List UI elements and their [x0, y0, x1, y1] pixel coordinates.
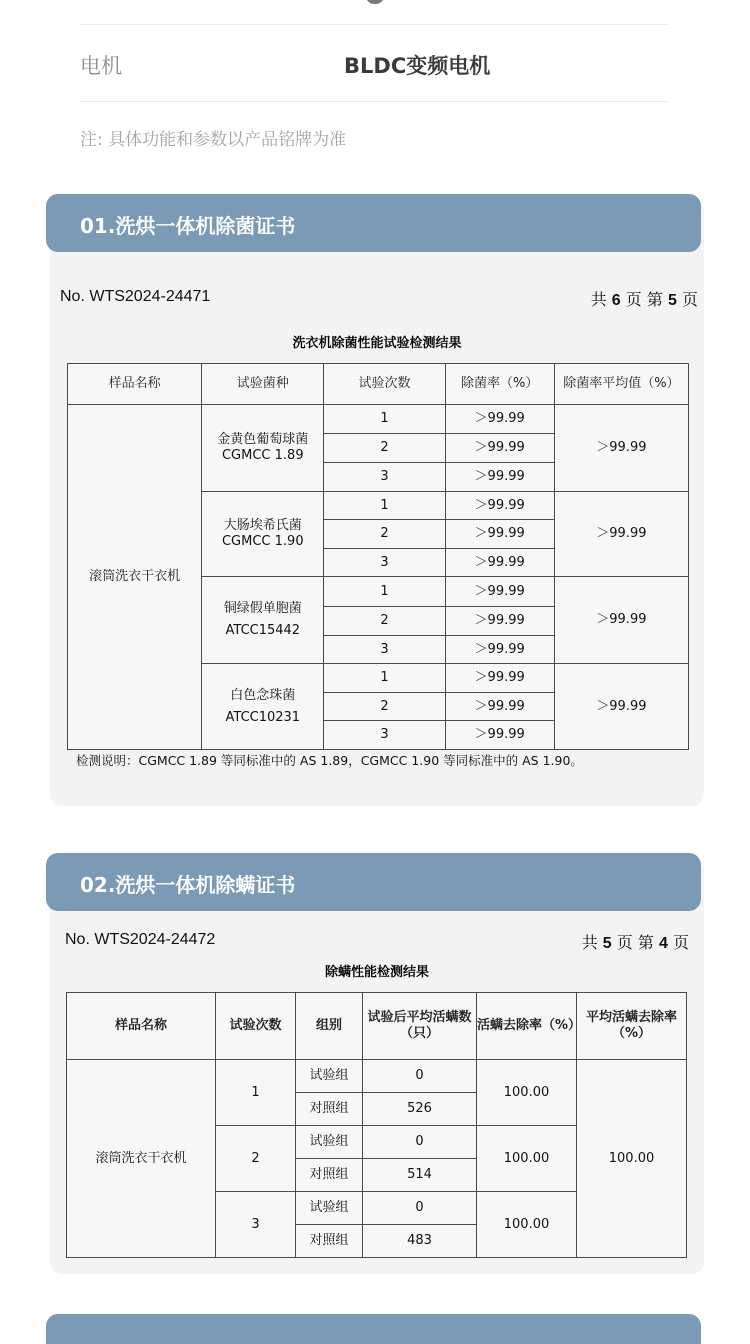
strain-cell: 白色念珠菌 ATCC10231: [202, 664, 324, 750]
rate-cell: ＞99.99: [445, 636, 554, 664]
count-cell: 514: [363, 1159, 477, 1192]
spec-value: BLDC变频电机: [344, 54, 491, 78]
count-cell: 0: [363, 1060, 477, 1093]
table-header-row: [68, 364, 689, 405]
divider: [80, 24, 668, 25]
spec-note: 注: 具体功能和参数以产品铭牌为准: [80, 130, 347, 150]
count-cell: 483: [363, 1225, 477, 1258]
count-cell: 0: [363, 1126, 477, 1159]
strain-cell: 铜绿假单胞菌 ATCC15442: [202, 577, 324, 664]
run-cell: 3: [324, 636, 445, 664]
rate-cell: ＞99.99: [445, 434, 554, 463]
group-cell: 对照组: [296, 1225, 363, 1258]
column-header: 除菌率平均值（%）: [554, 364, 688, 405]
group-cell: 试验组: [296, 1192, 363, 1225]
column-header: 样品名称: [67, 993, 216, 1060]
rate-cell: ＞99.99: [445, 607, 554, 636]
count-cell: 526: [363, 1093, 477, 1126]
cert1-doc-no: No. WTS2024-24471: [60, 288, 211, 305]
cert1-header: [46, 194, 701, 252]
group-cell: 试验组: [296, 1126, 363, 1159]
strain-cell: 金黄色葡萄球菌 CGMCC 1.89: [202, 405, 324, 492]
count-cell: 0: [363, 1192, 477, 1225]
run-cell: 1: [324, 577, 445, 607]
column-header: 活螨去除率（%）: [477, 993, 577, 1060]
run-cell: 3: [324, 463, 445, 492]
column-header: 样品名称: [68, 364, 202, 405]
table-row: [67, 1060, 687, 1093]
run-cell: 1: [324, 664, 445, 693]
group-cell: 试验组: [296, 1060, 363, 1093]
column-header: 试验后平均活螨数（只）: [363, 993, 477, 1060]
cert2-doc-no: No. WTS2024-24472: [65, 931, 216, 948]
cert3-header: [46, 1314, 701, 1344]
avg-cell: ＞99.99: [554, 492, 688, 577]
rate-cell: ＞99.99: [445, 693, 554, 721]
column-header: 试验菌种: [202, 364, 324, 405]
rate-cell: ＞99.99: [445, 463, 554, 492]
rate-cell: ＞99.99: [445, 492, 554, 520]
column-header: 除菌率（%）: [445, 364, 554, 405]
partial-glyph: [366, 0, 384, 4]
run-cell: 2: [324, 520, 445, 549]
cert1-footnote: 检测说明：CGMCC 1.89 等同标准中的 AS 1.89，CGMCC 1.90 等同标准中的 AS 1.90。: [76, 753, 583, 768]
cert1-card: [50, 200, 704, 806]
column-header: 试验次数: [324, 364, 445, 405]
cert2-page-info: 共 5 页 第 4 页: [581, 933, 689, 952]
group-cell: 对照组: [296, 1093, 363, 1126]
table-row: [68, 405, 689, 434]
avg-cell: ＞99.99: [554, 405, 688, 492]
column-header: 组别: [296, 993, 363, 1060]
table-header-row: [67, 993, 687, 1060]
rate-cell: 100.00: [477, 1192, 577, 1258]
cert2-table: [66, 992, 687, 1258]
cert1-table: [67, 363, 689, 750]
rate-cell: ＞99.99: [445, 549, 554, 577]
divider: [80, 101, 668, 102]
cert1-table-title: 洗衣机除菌性能试验检测结果: [292, 336, 462, 351]
column-header: 试验次数: [216, 993, 296, 1060]
avg-cell: ＞99.99: [554, 664, 688, 750]
avg-cell: 100.00: [577, 1060, 687, 1258]
strain-cell: 大肠埃希氏菌 CGMCC 1.90: [202, 492, 324, 577]
run-cell: 1: [324, 492, 445, 520]
run-cell: 3: [324, 721, 445, 750]
cert2-header-title: 02.洗烘一体机除螨证书: [80, 873, 296, 897]
rate-cell: ＞99.99: [445, 405, 554, 434]
run-cell: 2: [324, 693, 445, 721]
group-cell: 对照组: [296, 1159, 363, 1192]
cert1-page-info: 共 6 页 第 5 页: [590, 290, 698, 309]
cert2-table-title: 除螨性能检测结果: [324, 965, 429, 980]
cert2-card: [50, 860, 704, 1274]
run-cell: 1: [216, 1060, 296, 1126]
run-cell: 2: [324, 434, 445, 463]
run-cell: 3: [216, 1192, 296, 1258]
rate-cell: ＞99.99: [445, 577, 554, 607]
run-cell: 1: [324, 405, 445, 434]
run-cell: 2: [324, 607, 445, 636]
avg-cell: ＞99.99: [554, 577, 688, 664]
rate-cell: ＞99.99: [445, 664, 554, 693]
spec-label: 电机: [80, 54, 122, 78]
sample-name: 滚筒洗衣干衣机: [67, 1060, 216, 1258]
run-cell: 2: [216, 1126, 296, 1192]
sample-name: 滚筒洗衣干衣机: [68, 405, 202, 750]
column-header: 平均活螨去除率（%）: [577, 993, 687, 1060]
run-cell: 3: [324, 549, 445, 577]
cert2-header: [46, 853, 701, 911]
rate-cell: ＞99.99: [445, 520, 554, 549]
rate-cell: 100.00: [477, 1060, 577, 1126]
cert1-header-title: 01.洗烘一体机除菌证书: [80, 214, 296, 238]
rate-cell: ＞99.99: [445, 721, 554, 750]
rate-cell: 100.00: [477, 1126, 577, 1192]
